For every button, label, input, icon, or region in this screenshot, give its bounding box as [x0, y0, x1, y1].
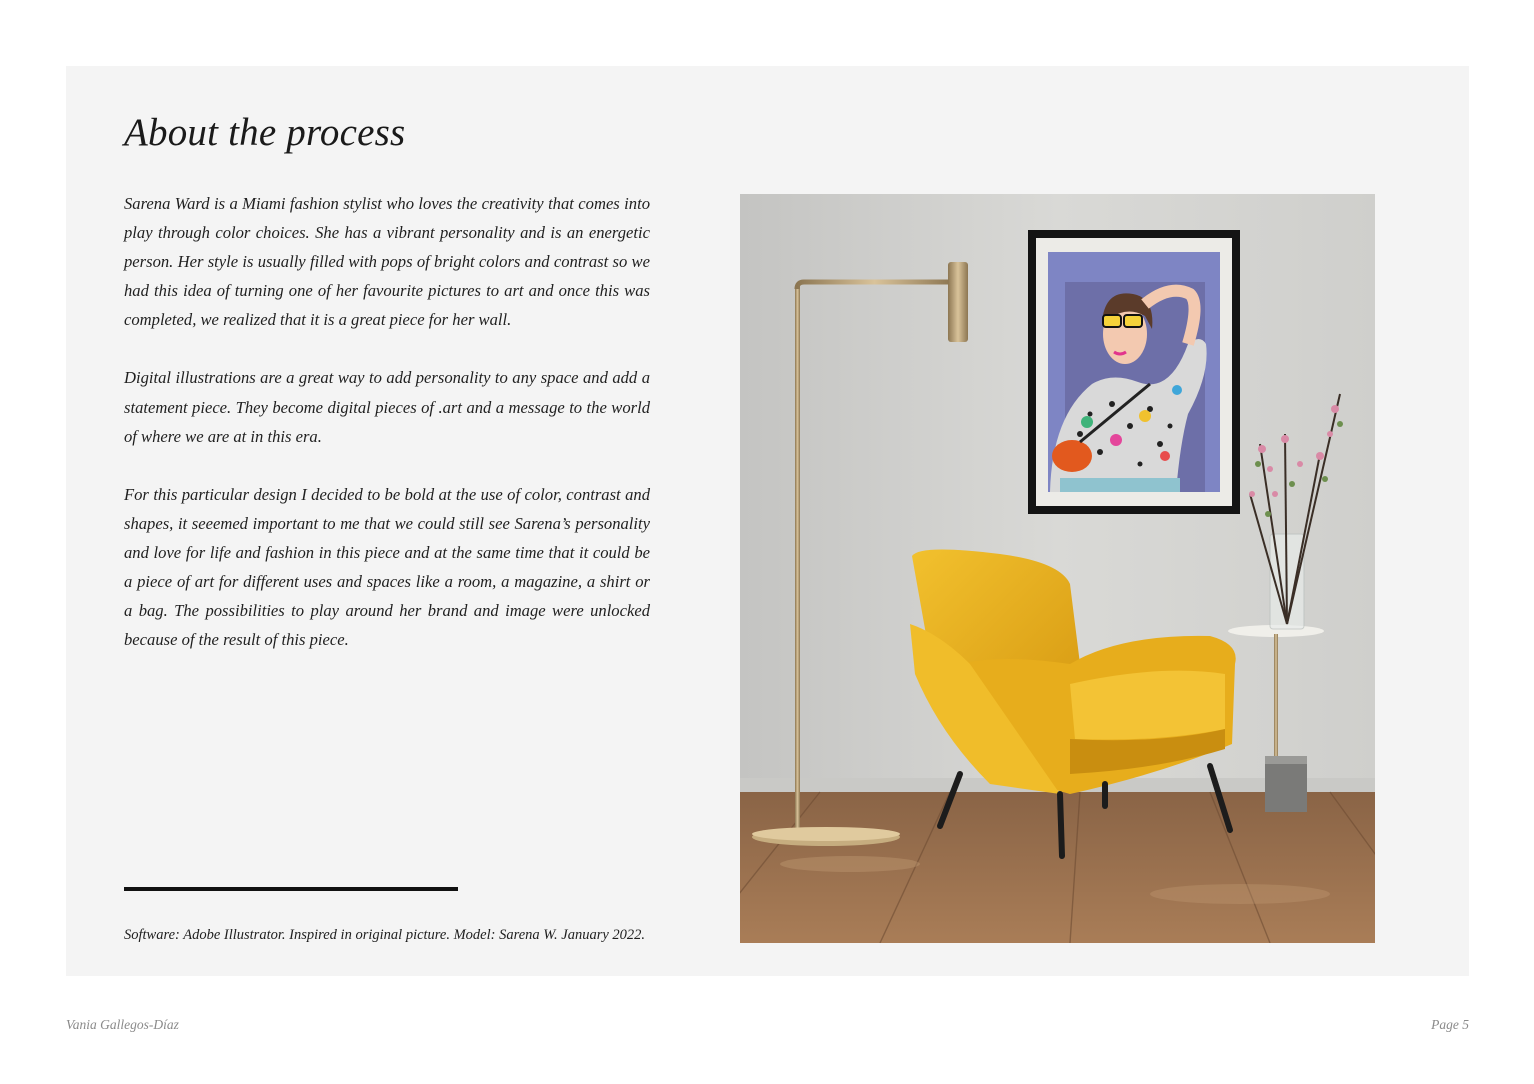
- divider-rule: [124, 887, 458, 891]
- footer-author: Vania Gallegos-Díaz: [66, 1017, 179, 1032]
- content-panel: [66, 66, 1469, 976]
- credits-caption: Software: Adobe Illustrator. Inspired in original picture. Model: Sarena W. January 2022.: [124, 927, 646, 943]
- framed-artwork: [1028, 230, 1240, 514]
- paragraph-intro: Sarena Ward is a Miami fashion stylist who loves the creativity that comes into play through color choices. She has a vibrant personality and is an energetic person. Her style is usually filled with pops of bright colors and contrast so we had this idea of turning one of her favourite pictures to art and once this was completed, we realized that it is a great piece for her wall.: [124, 194, 650, 330]
- page-title: About the process: [124, 111, 406, 154]
- paragraph-design-approach: For this particular design I decided to be bold at the use of color, contrast and shapes, it seeemed important to me that we could still see Sarena’s personality and love for life and fashion in this piece and at the same time that it could be a piece of art for different uses and spaces like a room, a magazine, a shirt or a bag. The possibilities to play around her brand and image were unlocked because of the result of this piece.: [124, 484, 650, 650]
- footer-page-number: Page 5: [1431, 1017, 1469, 1032]
- paragraph-digital-illustrations: Digital illustrations are a great way to add personality to any space and add a statement piece. They become digital pieces of .art and a message to the world of where we are at in this era.: [124, 368, 650, 446]
- room-mockup-photo: [740, 194, 1375, 943]
- body-text: [124, 189, 650, 683]
